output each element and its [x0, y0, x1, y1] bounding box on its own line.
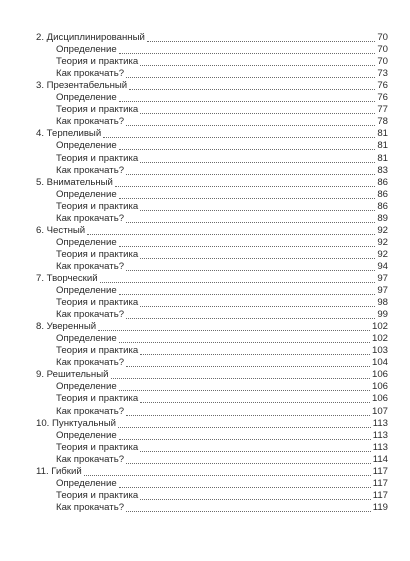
page-number: 119: [372, 501, 388, 513]
dot-leader: [118, 427, 371, 428]
dot-leader: [129, 89, 375, 90]
toc-chapter: [36, 80, 388, 92]
page-number: 97: [377, 285, 388, 297]
subsection-title: Определение: [56, 381, 117, 393]
page-number: 92: [377, 236, 388, 248]
toc-section: [36, 128, 388, 176]
toc-subsection: [36, 393, 388, 405]
toc-chapter: [36, 225, 388, 237]
toc-subsection: [36, 345, 388, 357]
page-number: 92: [377, 248, 388, 260]
subsection-title: Определение: [56, 333, 117, 345]
subsection-title: Теория и практика: [56, 56, 139, 68]
page-number: 92: [377, 224, 388, 236]
toc-subsection: [36, 454, 388, 466]
dot-leader: [126, 270, 375, 271]
toc-chapter: [36, 32, 388, 44]
toc-subsection: [36, 297, 388, 309]
subsection-title: Теория и практика: [56, 297, 139, 309]
dot-leader: [140, 451, 370, 452]
dot-leader: [140, 65, 375, 66]
dot-leader: [119, 439, 371, 440]
toc-section: [36, 80, 388, 128]
toc-section: [36, 225, 388, 273]
subsection-title: Теория и практика: [56, 104, 139, 116]
dot-leader: [126, 125, 375, 126]
dot-leader: [140, 354, 370, 355]
toc-subsection: [36, 333, 388, 345]
page-number: 94: [377, 260, 388, 272]
subsection-title: Теория и практика: [56, 345, 139, 357]
toc-section: [36, 418, 388, 466]
toc-subsection: [36, 165, 388, 177]
dot-leader: [126, 415, 370, 416]
toc-subsection: [36, 68, 388, 80]
page-number: 113: [372, 429, 388, 441]
dot-leader: [111, 378, 370, 379]
toc-subsection: [36, 116, 388, 128]
toc-chapter: [36, 273, 388, 285]
toc-subsection: [36, 140, 388, 152]
page-number: 117: [372, 477, 388, 489]
page-number: 113: [372, 441, 388, 453]
chapter-title: 4. Терпеливый: [36, 128, 102, 140]
toc-section: [36, 32, 388, 80]
page-number: 86: [377, 200, 388, 212]
subsection-title: Определение: [56, 429, 117, 441]
chapter-title: 5. Внимательный: [36, 176, 113, 188]
chapter-title: 3. Презентабельный: [36, 80, 128, 92]
toc-subsection: [36, 237, 388, 249]
subsection-title: Теория и практика: [56, 393, 139, 405]
chapter-title: 6. Честный: [36, 224, 86, 236]
dot-leader: [126, 318, 375, 319]
page-number: 81: [377, 128, 388, 140]
toc-subsection: [36, 92, 388, 104]
subsection-title: Как прокачать?: [56, 68, 125, 80]
dot-leader: [119, 294, 376, 295]
subsection-title: Теория и практика: [56, 200, 139, 212]
page-number: 81: [377, 152, 388, 164]
dot-leader: [126, 511, 371, 512]
subsection-title: Как прокачать?: [56, 357, 125, 369]
dot-leader: [119, 246, 376, 247]
toc-subsection: [36, 152, 388, 164]
dot-leader: [115, 186, 375, 187]
toc-subsection: [36, 261, 388, 273]
subsection-title: Определение: [56, 44, 117, 56]
dot-leader: [87, 234, 375, 235]
dot-leader: [119, 101, 376, 102]
page-number: 106: [371, 393, 388, 405]
toc-subsection: [36, 490, 388, 502]
page-number: 97: [377, 272, 388, 284]
toc-subsection: [36, 56, 388, 68]
subsection-title: Теория и практика: [56, 441, 139, 453]
subsection-title: Как прокачать?: [56, 116, 125, 128]
toc-chapter: [36, 177, 388, 189]
toc-subsection: [36, 502, 388, 514]
page-number: 98: [377, 297, 388, 309]
page-number: 103: [371, 345, 388, 357]
page-number: 117: [372, 489, 388, 501]
toc-subsection: [36, 430, 388, 442]
toc-subsection: [36, 405, 388, 417]
page-number: 78: [377, 116, 388, 128]
subsection-title: Теория и практика: [56, 152, 139, 164]
toc-subsection: [36, 285, 388, 297]
dot-leader: [119, 149, 376, 150]
subsection-title: Как прокачать?: [56, 260, 125, 272]
subsection-title: Как прокачать?: [56, 212, 125, 224]
dot-leader: [140, 162, 375, 163]
dot-leader: [140, 258, 375, 259]
subsection-title: Определение: [56, 92, 117, 104]
table-of-contents: [36, 32, 388, 514]
dot-leader: [126, 366, 370, 367]
subsection-title: Теория и практика: [56, 489, 139, 501]
dot-leader: [119, 53, 376, 54]
toc-subsection: [36, 189, 388, 201]
page-number: 89: [377, 212, 388, 224]
toc-subsection: [36, 478, 388, 490]
page-number: 70: [377, 32, 388, 44]
subsection-title: Как прокачать?: [56, 405, 125, 417]
subsection-title: Определение: [56, 285, 117, 297]
page-number: 99: [377, 309, 388, 321]
page-number: 73: [377, 68, 388, 80]
page-number: 86: [377, 176, 388, 188]
page-number: 81: [377, 140, 388, 152]
page-number: 114: [372, 453, 388, 465]
dot-leader: [140, 306, 375, 307]
subsection-title: Определение: [56, 236, 117, 248]
dot-leader: [119, 487, 371, 488]
toc-section: [36, 466, 388, 514]
dot-leader: [103, 137, 375, 138]
toc-subsection: [36, 249, 388, 261]
subsection-title: Как прокачать?: [56, 453, 125, 465]
dot-leader: [98, 330, 370, 331]
page-number: 77: [377, 104, 388, 116]
toc-section: [36, 369, 388, 417]
page-number: 102: [371, 333, 388, 345]
page-number: 70: [377, 56, 388, 68]
toc-subsection: [36, 104, 388, 116]
dot-leader: [126, 174, 375, 175]
page-number: 76: [377, 80, 388, 92]
chapter-title: 11. Гибкий: [36, 465, 82, 477]
toc-chapter: [36, 369, 388, 381]
toc-chapter: [36, 321, 388, 333]
toc-chapter: [36, 466, 388, 478]
dot-leader: [126, 77, 375, 78]
toc-subsection: [36, 44, 388, 56]
dot-leader: [140, 499, 370, 500]
page-number: 102: [371, 321, 388, 333]
dot-leader: [119, 390, 370, 391]
dot-leader: [126, 222, 375, 223]
subsection-title: Определение: [56, 140, 117, 152]
dot-leader: [147, 41, 375, 42]
chapter-title: 8. Уверенный: [36, 321, 97, 333]
subsection-title: Определение: [56, 188, 117, 200]
toc-subsection: [36, 213, 388, 225]
toc-subsection: [36, 442, 388, 454]
toc-subsection: [36, 309, 388, 321]
dot-leader: [126, 463, 371, 464]
page-number: 106: [371, 381, 388, 393]
chapter-title: 9. Решительный: [36, 369, 109, 381]
toc-section: [36, 177, 388, 225]
toc-chapter: [36, 128, 388, 140]
dot-leader: [119, 342, 370, 343]
toc-section: [36, 321, 388, 369]
page-number: 106: [371, 369, 388, 381]
toc-subsection: [36, 381, 388, 393]
toc-subsection: [36, 201, 388, 213]
page-number: 76: [377, 92, 388, 104]
dot-leader: [100, 282, 376, 283]
page-number: 113: [372, 417, 388, 429]
page-number: 86: [377, 188, 388, 200]
subsection-title: Как прокачать?: [56, 501, 125, 513]
dot-leader: [119, 198, 376, 199]
dot-leader: [140, 210, 375, 211]
subsection-title: Как прокачать?: [56, 164, 125, 176]
subsection-title: Как прокачать?: [56, 309, 125, 321]
toc-subsection: [36, 357, 388, 369]
page-number: 70: [377, 44, 388, 56]
page-number: 117: [372, 465, 388, 477]
page-number: 107: [371, 405, 388, 417]
chapter-title: 10. Пунктуальный: [36, 417, 116, 429]
dot-leader: [84, 475, 371, 476]
dot-leader: [140, 113, 375, 114]
chapter-title: 2. Дисциплинированный: [36, 32, 145, 44]
page-number: 83: [377, 164, 388, 176]
toc-section: [36, 273, 388, 321]
page-number: 104: [371, 357, 388, 369]
subsection-title: Определение: [56, 477, 117, 489]
subsection-title: Теория и практика: [56, 248, 139, 260]
toc-chapter: [36, 418, 388, 430]
dot-leader: [140, 402, 370, 403]
chapter-title: 7. Творческий: [36, 272, 98, 284]
